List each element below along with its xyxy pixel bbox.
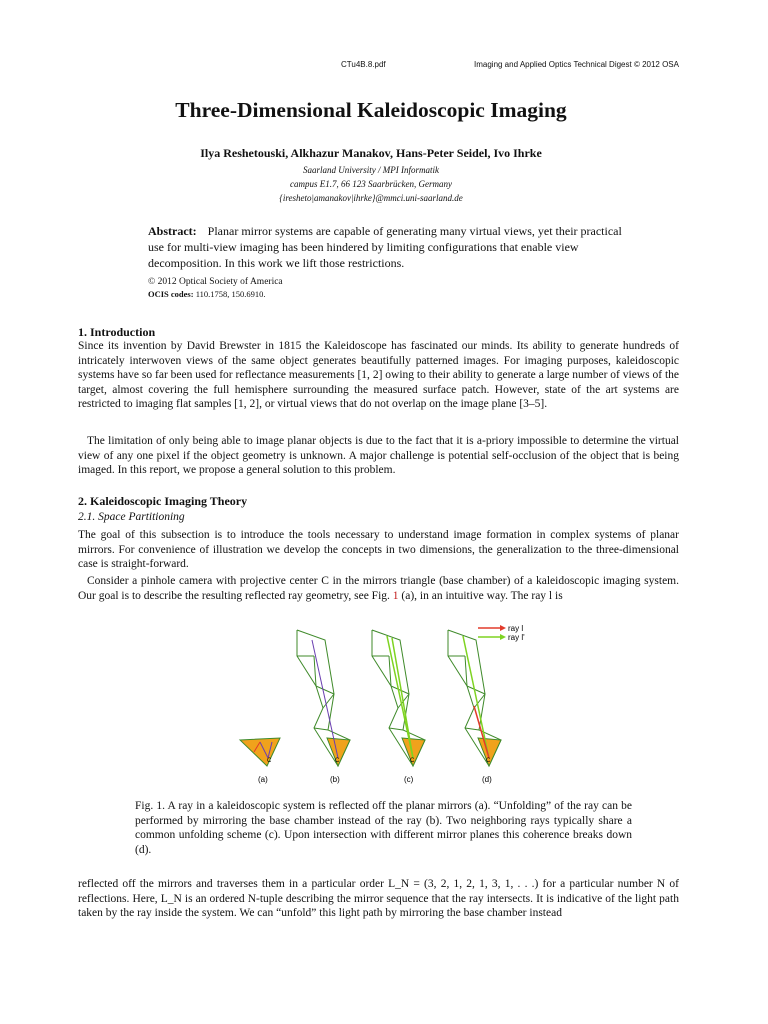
section-heading-introduction: 1. Introduction bbox=[78, 325, 156, 339]
panel-b bbox=[297, 630, 350, 784]
panel-a-label: (a) bbox=[258, 775, 268, 784]
theory-paragraph-2-start: Consider a pinhole camera with projective center C in the mirrors triangle (base chamber) of a kaleidoscopic imaging system. Our goal is to describe the resulting reflected ray geometry, see Fig. bbox=[78, 575, 679, 602]
paper-title: Three-Dimensional Kaleidoscopic Imaging bbox=[175, 98, 567, 122]
camera-label-b: C bbox=[335, 758, 340, 764]
figure-kaleidoscope-unfolding bbox=[232, 616, 528, 796]
header-filename: CTu4B.8.pdf bbox=[341, 60, 386, 69]
ray-l-prime-d bbox=[463, 636, 489, 758]
panel-d-label: (d) bbox=[482, 775, 492, 784]
panel-c-label: (c) bbox=[404, 775, 414, 784]
panel-a bbox=[240, 738, 280, 784]
affiliation-address: campus E1.7, 66 123 Saarbrücken, Germany bbox=[290, 179, 452, 189]
panel-c bbox=[372, 630, 425, 784]
ocis-codes bbox=[148, 289, 266, 299]
running-header bbox=[0, 60, 768, 72]
theory-paragraph-2-end: (a), in an intuitive way. The ray l is bbox=[401, 589, 563, 602]
camera-label-a: C bbox=[267, 758, 272, 764]
header-journal: Imaging and Applied Optics Technical Digest © 2012 OSA bbox=[474, 60, 679, 69]
copyright-line: © 2012 Optical Society of America bbox=[148, 277, 283, 287]
legend-ray-l-prime-label: ray l' bbox=[508, 633, 525, 642]
intro-paragraph-1: Since its invention by David Brewster in 1815 the Kaleidoscope has fascinated our minds. Its ability to generate hundreds of intricately interwoven views of the same object generates beautifully patterned images. For imaging purposes, kaleidoscopic systems have so far been used for reflectance measurements [1, 2] owing to their ability to generate a large number of views of the target, almost covering the full hemisphere surrounding the measured surface patch. However, state of the art systems are restricted to imaging flat samples [1, 2], or virtual views that do not overlap on the image plane [3–5]. bbox=[78, 340, 679, 411]
figure-legend bbox=[478, 624, 525, 642]
figure-reference-link[interactable]: 1 bbox=[392, 589, 399, 602]
legend-ray-l-prime-arrow-icon bbox=[500, 634, 506, 640]
subsection-heading: 2.1. Space Partitioning bbox=[78, 511, 185, 523]
section-heading-theory: 2. Kaleidoscopic Imaging Theory bbox=[78, 494, 248, 508]
abstract bbox=[148, 223, 628, 271]
legend-ray-l-label: ray l bbox=[508, 624, 524, 633]
affiliation-block bbox=[0, 163, 742, 205]
ocis-values: 110.1758, 150.6910. bbox=[195, 289, 266, 299]
legend-ray-l-arrow-icon bbox=[500, 625, 506, 631]
camera-ray-b bbox=[312, 640, 338, 758]
abstract-heading: Abstract: bbox=[148, 224, 197, 238]
author-list: Ilya Reshetouski, Alkhazur Manakov, Hans-Peter Seidel, Ivo Ihrke bbox=[200, 146, 542, 160]
abstract-text: Planar mirror systems are capable of generating many virtual views, yet their practical use for multi-view imaging has been hindered by limiting configurations that enable view decomposition. In this work we lift those restrictions. bbox=[148, 224, 622, 270]
figure-caption: Fig. 1. A ray in a kaleidoscopic system is reflected off the planar mirrors (a). “Unfolding” of the ray can be performed by mirroring the base chamber instead of the ray (b). Two neighboring rays typically share a common unfolding scheme (c). Upon intersection with different mirror planes this coherence breaks down (d). bbox=[135, 800, 632, 856]
camera-label-d: C bbox=[486, 758, 491, 764]
affiliation-institute: Saarland University / MPI Informatik bbox=[303, 165, 439, 175]
panel-b-label: (b) bbox=[330, 775, 340, 784]
theory-paragraph-3: reflected off the mirrors and traverses them in a particular order L_N = (3, 2, 1, 2, 1, 3, 1, . . .) for a particular number N of reflections. Here, L_N is an ordered N-tuple describing the mirror sequence that the ray intersects. It is indicative of the light path taken by the ray inside the system. We can “unfold” this light path by mirroring the base chamber instead bbox=[78, 878, 679, 920]
affiliation-emails: {iresheto|amanakov|ihrke}@mmci.uni-saarland.de bbox=[279, 193, 463, 203]
intro-paragraph-2: The limitation of only being able to image planar objects is due to the fact that it is a-priory impossible to determine the virtual view of any one pixel if the object geometry is unknown. A major challenge is potential self-occlusion of the object that is being imaged. In this report, we propose a general solution to this problem. bbox=[78, 435, 679, 477]
camera-label-c: C bbox=[410, 758, 415, 764]
theory-paragraph-2 bbox=[78, 574, 679, 603]
panel-d bbox=[448, 630, 501, 784]
theory-paragraph-1: The goal of this subsection is to introduce the tools necessary to understand image formation in complex systems of planar mirrors. For convenience of illustration we develop the concepts in two dimensions, the generalization to the three-dimensional case is straight-forward. bbox=[78, 529, 679, 571]
ocis-label: OCIS codes: bbox=[148, 289, 194, 299]
